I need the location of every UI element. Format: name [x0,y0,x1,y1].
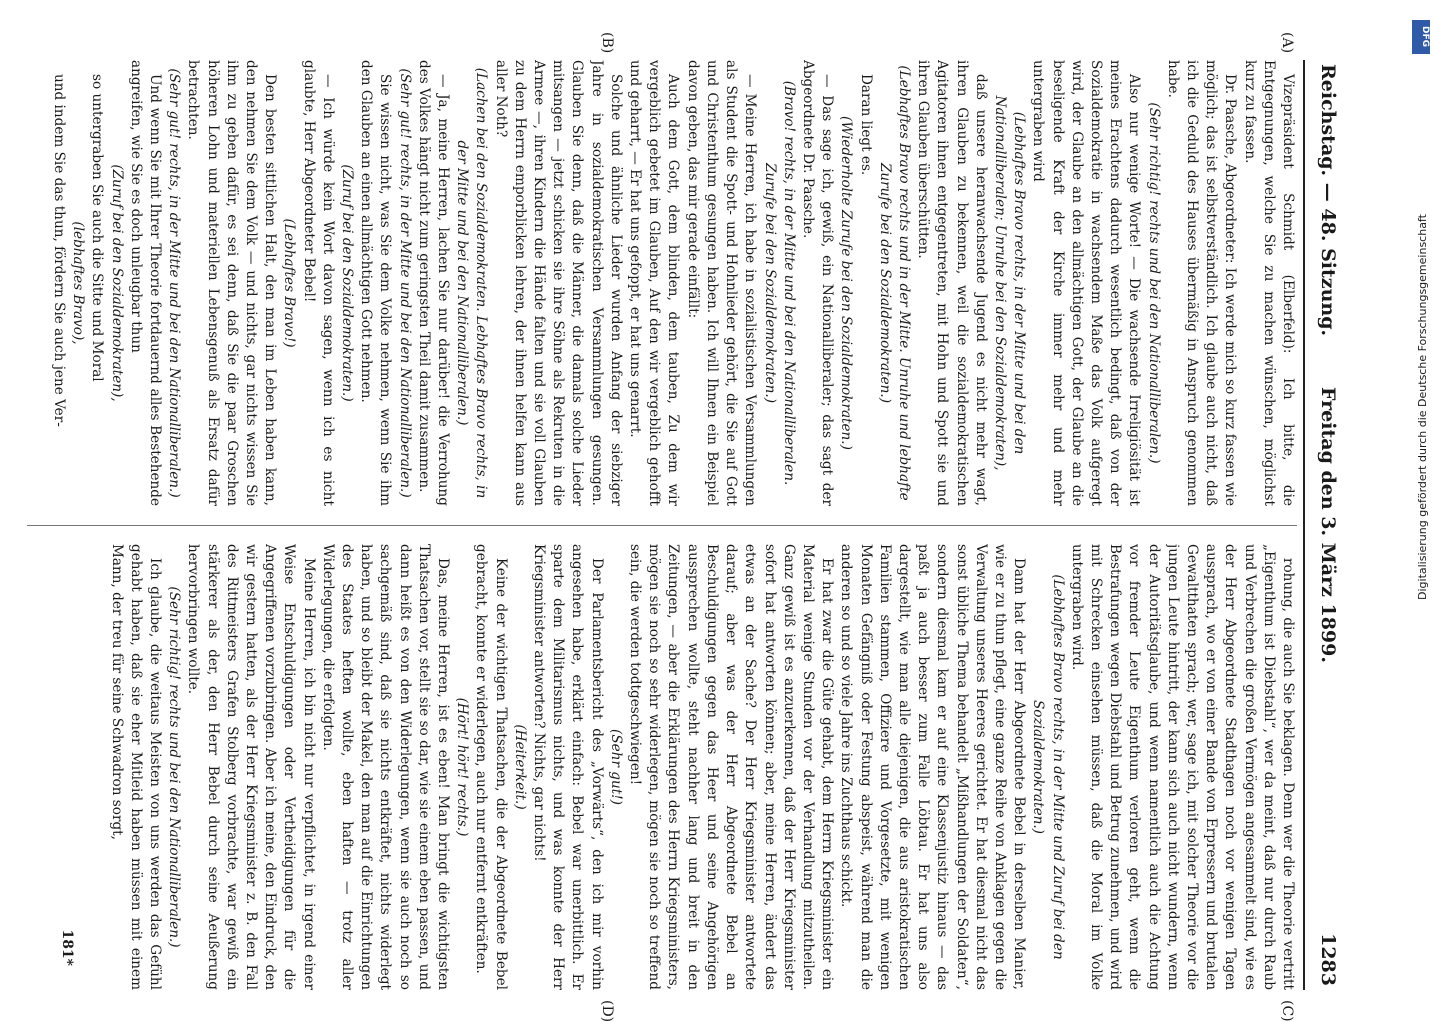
paragraph: (Zuruf bei den Sozialdemokraten.) [339,164,356,402]
paragraph: Daran liegt es. [857,74,874,176]
paragraph: Meine Herren, ich bin nicht nur verpflichtet, in irgend einer Weise Entschuldigungen oder Vertheidigungen für die Angegriffenen vorzubringen. Aber ich meine, den Eindruck, den wir gestern hatten, als der Herr Kriegsminister z. B. den Fall des Rittmeisters Grafen Stolberg vorbrachte, war gewiß ein stärkerer als der, den Herr Bebel durch seine Aeußerung hervorbringen wollte. [185,544,317,990]
paragraph: Sie wissen nicht, was Sie dem Volke nehmen, wenn Sie ihm den Glauben an einen allmächtigen Gott nehmen. [358,60,394,506]
paragraph: Dr. Paasche, Abgeordneter: Ich werde mich so kurz fassen wie möglich; das ist selbstverständlich. Ich glaube auch nicht, daß ich die Geduld des Hauses übermäßig in Anspruch genommen habe. [1164,60,1239,506]
paragraph: Solche und ähnliche Lieder wurden Anfang der siebziger Jahre in sozialdemokratischen Versammlungen gesungen. Glauben Sie denn, daß die Männer, die damals solche Lieder mitsangen — jetzt schicken sie ihre Söhne als Rekruten in die Armee —, ihren Kindern die Hände falten und sie voll Glauben zu dem Herrn emporblicken lehren, der ihnen helfen kann aus aller Noth? [492,60,624,506]
margin-marker-a: (A) [1279,32,1295,54]
paragraph: Ich glaube, die weitaus Meisten von uns werden das Gefühl gehabt haben, daß sie eher Mitleid haben müssen mit einem Mann, der treu für seine Schwadron sorgt, [108,544,164,990]
digitization-credit: Digitalisierung gefördert durch die Deutsche Forschungsgemeinschaft [1416,214,1429,600]
paragraph: — Das sage ich, gewiß, ein Nationalliberaler; das sagt der Abgeordnete Dr. Paasche. [799,60,836,506]
paragraph: Er hat zwar die Güte gehabt, dem Herrn Kriegsminister ein Material wenige Stunden vor der Verhandlung mitzutheilen. Ganz gewiß ist es anzuerkennen, daß der Herr Kriegsminister sofort hat antworten können; aber, meine Herren, ändert das etwas an der Sache? Der Herr Kriegsminister antwortete darauf; aber was der Herr Abgeordnete Bebel an Beschuldigungen gegen das Heer und seine Angehörigen aussprechen wollte, steht nachher lang und breit in den Zeitungen, — aber die Erklärungen des Herrn Kriegsministers, mögen sie noch so sehr widerlegen, mögen sie noch so treffend sein, die werden todtgeschwiegen! [627,544,836,990]
paragraph: (Zuruf bei den Sozialdemokraten), [108,164,125,402]
paragraph: so untergraben Sie auch die Sitte und Moral [89,74,106,382]
header-page-number: 1283 [1317,933,1339,986]
paragraph: Auch dem Gott, dem blinden, dem tauben, Zu dem wir vergeblich gebetet im Glauben, Auf den wir vergeblich gehofft und geharrt, — Er hat uns gefoppt, er hat uns genarrt. [627,60,682,506]
paragraph: Das, meine Herren, ist es eben! Man bringt die wichtigsten Thatsachen vor, stellt sie so dar, wie sie einem eben passen, und dann heißt es von den Widerlegungen, wenn sie auch noch so sachgemäß sind, daß sie nichts entkräftet, nichts widerlegt haben, und so bleibt der Makel, den man auf die Einrichtungen des Staates heften wollte, eben haften — trotz aller Widerlegungen, die erfolgten. [319,544,452,990]
dfg-logo: DFG [1412,20,1430,54]
margin-marker-c: (C) [1279,1000,1295,1022]
paragraph: Also nur wenige Worte! — Die wachsende Irreligiösität ist meines Erachtens dadurch wesentlich bedingt, daß von der Sozialdemokratie in wachsendem Maße das Volk aufgeregt wird, der Glaube an den allmächtigen Gott, der Glaube an die beseligende Kraft der Kirche immer mehr und mehr untergraben wird [1030,60,1143,506]
margin-marker-d: (D) [599,1000,615,1022]
left-column [27,60,1297,506]
paragraph: (Sehr gut! rechts, in der Mitte und bei den Nationalliberalen.) [396,68,413,498]
paragraph: Den besten sittlichen Halt, den man im Leben haben kann, den nehmen Sie dem Volk — und nichts, gar nichts wissen Sie ihm zu geben dafür, es sei denn, daß Sie die paar Groschen höheren Lohn und materiellen Lebensgenuß als Ersatz dafür betrachten. [185,60,279,506]
header-date: Freitag den 3. März 1899. [1317,387,1339,663]
paragraph: (Heiterkeit.) [511,724,528,810]
paragraph: daß unsere heranwachsende Jugend es nicht mehr wagt, ihren Glauben zu bekennen, weil die sozialdemokratischen Agitatoren ihnen entgegentreten, mit Hohn und Spott sie und ihren Glauben überschütten. [915,60,989,506]
paragraph: (Bravo! rechts, in der Mitte und bei den Nationalliberalen. Zurufe bei den Sozialdemokraten.) [761,80,797,486]
paragraph: Keine der wichtigen Thatsachen, die der Abgeordnete Bebel gebracht, konnte er widerlegen, auch nur entfernt entkräften. [473,544,509,990]
paragraph: (Lachen bei den Sozialdemokraten. Lebhaftes Bravo rechts, in der Mitte und bei den Nationalliberalen.) [454,67,490,499]
paragraph: (Sehr gut! rechts, in der Mitte und bei den Nationalliberalen.) [166,68,183,498]
paragraph: (Lebhaftes Bravo rechts und in der Mitte. Unruhe und lebhafte Zurufe bei den Sozialdemokraten.) [876,65,912,501]
paragraph: — Ja, meine Herren, lachen Sie nur darüber! die Verrohung des Volkes hängt nicht zum geringsten Theil damit zusammen. [415,60,452,506]
paragraph: Und wenn Sie mit Ihrer Theorie fortdauernd alles Bestehende angreifen, wie Sie es doch unleugbar thun [127,60,164,506]
paragraph: Dann hat der Herr Abgeordnete Bebel in derselben Manier, wie er zu thun pflegt, eine ganze Reihe von Anklagen gegen die Verwaltung unseres Heeres gerichtet. Er hat diesmal nicht das sonst übliche Thema behandelt „Mißhandlungen der Soldaten“, sondern diesmal kam er auf eine Klassenjustiz hinaus — das paßt ja auch besser zum Falle Löbtau. Er hat uns also dargestellt, wie man alle diejenigen, die aus aristokratischen Familien stammen, Offiziere und Vorgesetzte, mit wenigen Monaten Gefängniß oder Festung abspeist, während man die anderen so und so viele Jahre ins Zuchthaus schickt. [838,544,1028,990]
paragraph: rohung, die auch Sie beklagen. Denn wer die Theorie vertritt „Eigenthum ist Diebstahl“, wer da meint, daß nur durch Raub und Verbrechen die großen Vermögen angesammelt sind, wie es der Herr Abgeordnete Stadthagen noch vor wenigen Tagen aussprach, wo er von einer Bande von Erpressern und brutalen Gewaltthaten sprach; wer, sage ich, mit solcher Theorie vor die jungen Leute hintritt, der kann sich auch nicht wundern, wenn der Autoritätsglaube, und wenn namentlich auch die Achtung vor fremder Leute Eigenthum verloren geht, wenn die Bestrafungen wegen Diebstahl und Betrug zunehmen, und wird mit Schrecken einsehen müssen, daß die Moral im Volke untergraben wird. [1068,544,1296,990]
paragraph: (Hört! hört! rechts.) [454,697,471,837]
paragraph: (Sehr richtig! rechts und bei den Nationalliberalen.) [1145,102,1162,464]
paragraph: (lebhaftes Bravo), [70,221,87,345]
paragraph: Vizepräsident Schmidt (Elberfeld): Ich bitte, die Entgegnungen, welche Sie zu machen wünschen, möglichst kurz zu fassen. [1241,60,1296,506]
paragraph: (Wiederholte Zurufe bei den Sozialdemokraten.) [838,116,855,450]
paragraph: (Lebhaftes Bravo!) [281,218,298,348]
paragraph: (Sehr richtig! rechts und bei den Nationalliberalen.) [166,586,183,948]
header-session: Reichstag. — 48. Sitzung. [1317,64,1339,337]
paragraph: (Lebhaftes Bravo rechts, in der Mitte und bei den Nationalliberalen; Unruhe bei den Sozialdemokraten), [991,95,1028,471]
column-divider [27,525,1297,526]
right-column [27,544,1297,990]
dfg-credit-strip [1372,20,1432,980]
paragraph: — Ich würde kein Wort davon sagen, wenn ich es nicht glaubte, Herr Abgeordneter Bebel! [300,60,336,506]
paragraph: Der Parlamentsbericht des „Vorwärts“, den ich mir vorhin angesehen habe, erklärt einfach: Bebel war unerbittlich. Er sparte dem Militarismus nichts, und was konnte der Herr Kriegsminister antworten? Nichts, gar nichts! [531,544,605,990]
page-header [1303,60,1345,990]
footer-signature: 181* [59,929,75,966]
scanned-page [15,32,1345,1022]
paragraph: und indem Sie das thun, fördern Sie auch jene Ver- [51,74,67,427]
margin-marker-b: (B) [599,32,615,54]
paragraph: — Meine Herren, ich habe in sozialistischen Versammlungen als Student die Spott- und Hohnlieder gehört, die Sie auf Gott und Christenthum gesungen haben. Ich will Ihnen ein Beispiel davon geben, das mir gerade einfällt: [684,60,759,506]
paragraph: (Sehr gut!) [607,729,624,805]
paragraph: (Lebhaftes Bravo rechts, in der Mitte und Zuruf bei den Sozialdemokraten.) [1030,574,1066,960]
